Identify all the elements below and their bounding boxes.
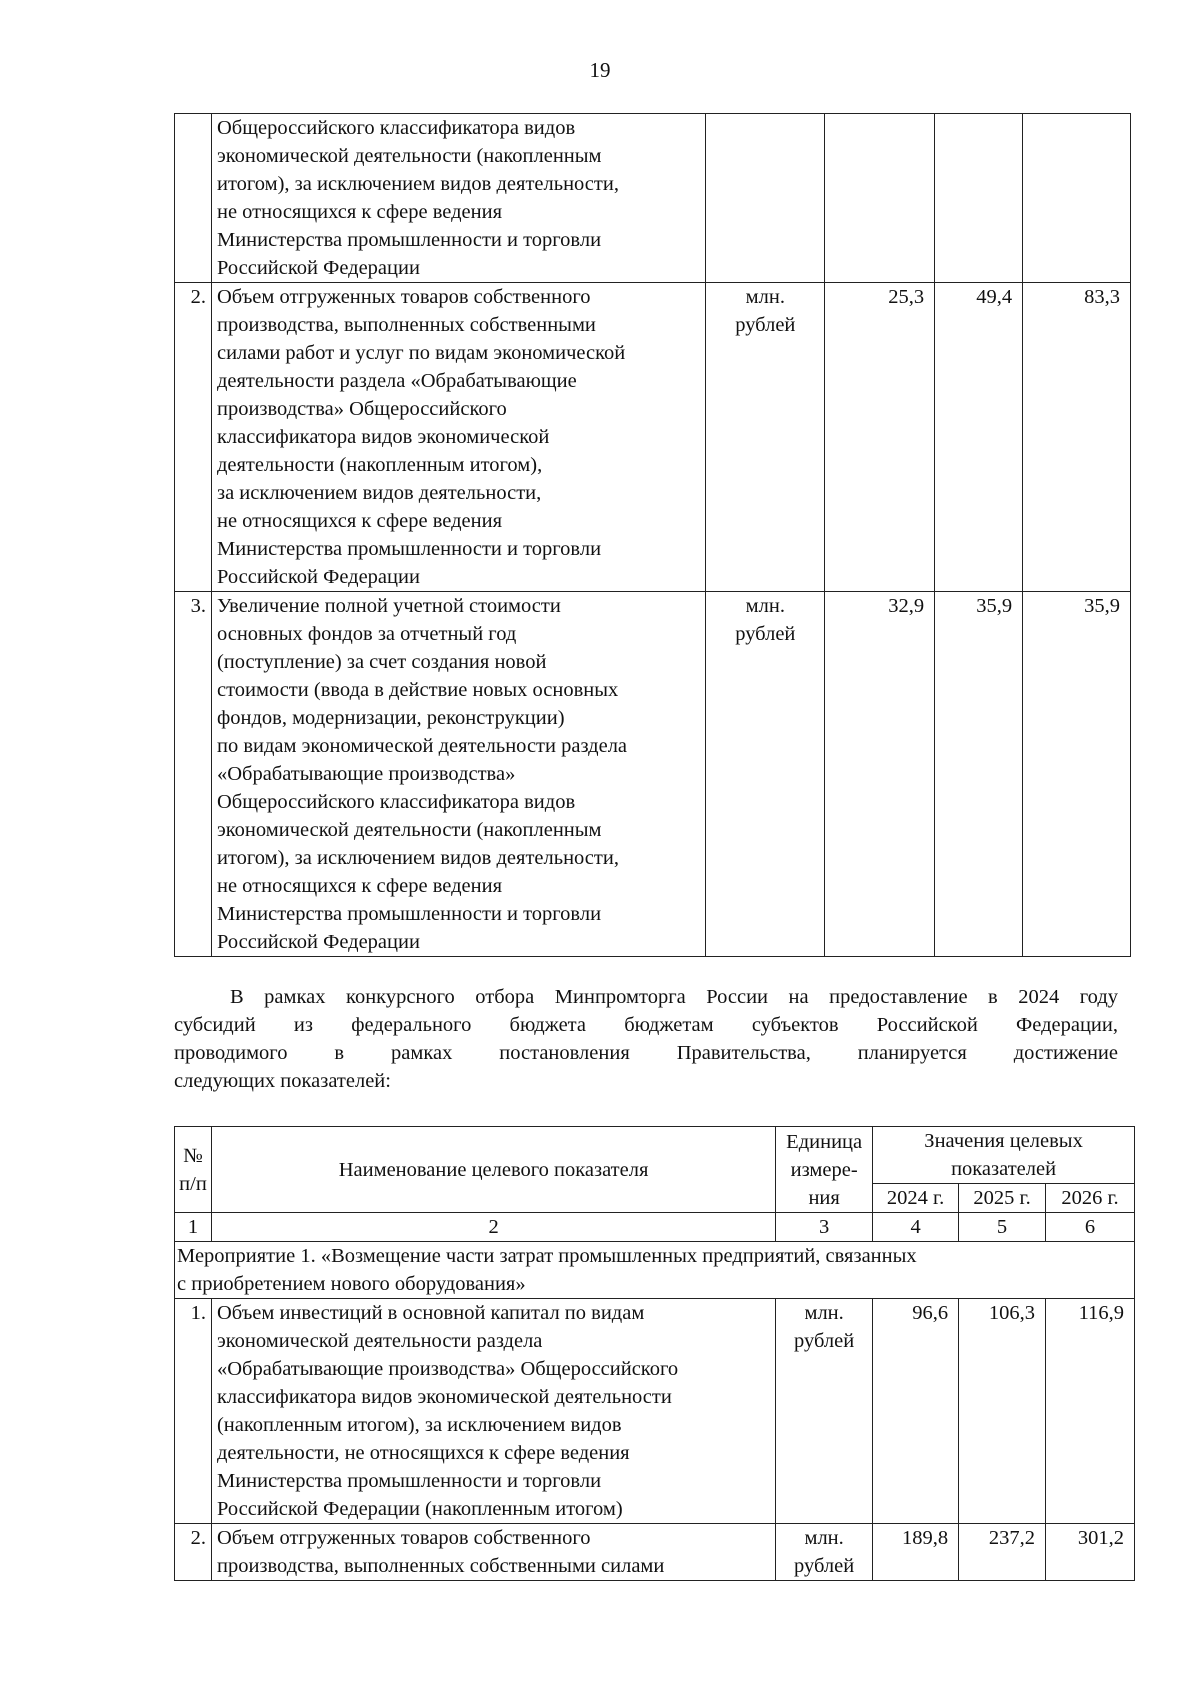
table-row — [175, 1299, 1135, 1524]
body-paragraph — [174, 983, 1118, 1095]
row-number — [175, 114, 212, 283]
value-2024: 25,3 — [825, 283, 935, 592]
unit-cell — [706, 114, 825, 283]
column-number: 6 — [1046, 1213, 1135, 1242]
unit-cell: млн. рублей — [706, 283, 825, 592]
value-2024 — [825, 114, 935, 283]
row-number: 1. — [175, 1299, 212, 1524]
event-row — [175, 1242, 1135, 1299]
event-title: Мероприятие 1. «Возмещение части затрат промышленных предприятий, связанных с приобретением нового оборудования» — [175, 1242, 1135, 1299]
column-number: 4 — [873, 1213, 959, 1242]
value-2026 — [1023, 114, 1131, 283]
value-2026: 35,9 — [1023, 592, 1131, 957]
page-number: 19 — [589, 58, 611, 82]
row-number: 2. — [175, 1524, 212, 1581]
unit-cell: млн. рублей — [706, 592, 825, 957]
header-number: № п/п — [175, 1127, 212, 1213]
paragraph-line: проводимого в рамках постановления Правительства, планируется достижение — [174, 1042, 1118, 1064]
paragraph-line: следующих показателей: — [174, 1070, 391, 1092]
value-2025: 35,9 — [935, 592, 1023, 957]
value-2025 — [935, 114, 1023, 283]
header-unit: Единица измере- ния — [776, 1127, 873, 1213]
indicator-name: Объем инвестиций в основной капитал по видам экономической деятельности раздела «Обрабатывающие производства» Общероссийского классификатора видов экономической деятельности (накопленным итогом), за исключением видов деятельности, не относящихся к сфере ведения Министерства промышленности и торговли Российской Федерации (накопленным итогом) — [211, 1299, 775, 1524]
header-year-2024: 2024 г. — [873, 1184, 959, 1213]
value-2024: 189,8 — [873, 1524, 959, 1581]
table-row — [175, 592, 1131, 957]
table-row — [175, 1524, 1135, 1581]
column-number: 3 — [776, 1213, 873, 1242]
value-2026: 83,3 — [1023, 283, 1131, 592]
value-2025: 49,4 — [935, 283, 1023, 592]
unit-cell: млн. рублей — [776, 1299, 873, 1524]
header-indicator-name: Наименование целевого показателя — [211, 1127, 775, 1213]
indicators-table-continued — [174, 113, 1131, 957]
column-number: 1 — [175, 1213, 212, 1242]
paragraph-line: В рамках конкурсного отбора Минпромторга России на предоставление в 2024 году — [230, 986, 1118, 1008]
table-row — [175, 114, 1131, 283]
table-header-row — [175, 1127, 1135, 1184]
header-year-2025: 2025 г. — [959, 1184, 1046, 1213]
row-number: 3. — [175, 592, 212, 957]
column-number: 5 — [959, 1213, 1046, 1242]
row-number: 2. — [175, 283, 212, 592]
target-indicators-table — [174, 1126, 1135, 1581]
value-2025: 106,3 — [959, 1299, 1046, 1524]
value-2026: 301,2 — [1046, 1524, 1135, 1581]
value-2024: 96,6 — [873, 1299, 959, 1524]
value-2024: 32,9 — [825, 592, 935, 957]
indicator-name: Общероссийского классификатора видов экономической деятельности (накопленным итогом), за исключением видов деятельности, не относящихся к сфере ведения Министерства промышленности и торговли Российской Федерации — [211, 114, 705, 283]
column-number: 2 — [211, 1213, 775, 1242]
paragraph-line: субсидий из федерального бюджета бюджетам субъектов Российской Федерации, — [174, 1014, 1118, 1036]
indicator-name: Объем отгруженных товаров собственного производства, выполненных собственными силами работ и услуг по видам экономической деятельности раздела «Обрабатывающие производства» Общероссийского классификатора видов экономической деятельности (накопленным итогом), за исключением видов деятельности, не относящихся к сфере ведения Министерства промышленности и торговли Российской Федерации — [211, 283, 705, 592]
value-2025: 237,2 — [959, 1524, 1046, 1581]
column-numbers-row — [175, 1213, 1135, 1242]
indicator-name: Увеличение полной учетной стоимости основных фондов за отчетный год (поступление) за счет создания новой стоимости (ввода в действие новых основных фондов, модернизации, реконструкции) по видам экономической деятельности раздела «Обрабатывающие производства» Общероссийского классификатора видов экономической деятельности (накопленным итогом), за исключением видов деятельности, не относящихся к сфере ведения Министерства промышленности и торговли Российской Федерации — [211, 592, 705, 957]
header-target-values: Значения целевых показателей — [873, 1127, 1135, 1184]
header-year-2026: 2026 г. — [1046, 1184, 1135, 1213]
value-2026: 116,9 — [1046, 1299, 1135, 1524]
indicator-name: Объем отгруженных товаров собственного производства, выполненных собственными силами — [211, 1524, 775, 1581]
unit-cell: млн. рублей — [776, 1524, 873, 1581]
table-row — [175, 283, 1131, 592]
